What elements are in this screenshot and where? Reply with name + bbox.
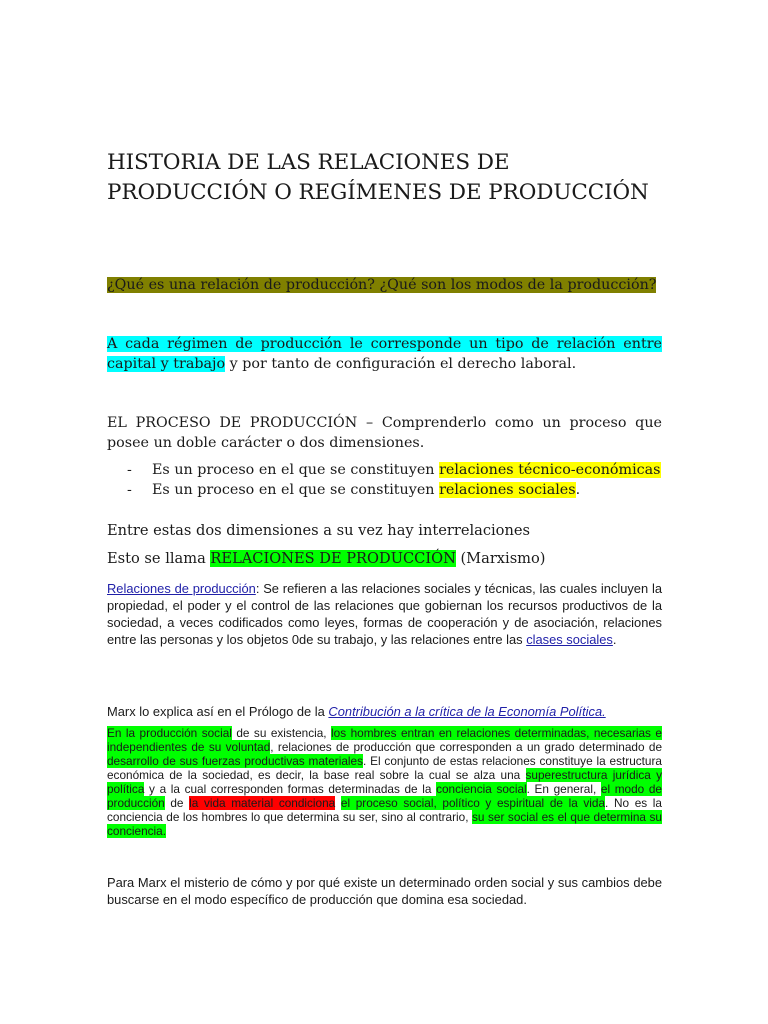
dimensions-list: [107, 460, 662, 500]
contribucion-link[interactable]: Contribución a la crítica de la Economía Política.: [328, 704, 606, 719]
list-item: [107, 460, 662, 480]
relaciones-after: (Marxismo): [455, 550, 546, 567]
quote-segment: . No es la conciencia de los hombres lo que determina su ser, sino al contrario,: [107, 796, 662, 824]
list-item-highlight: relaciones técnico-económicas: [439, 462, 661, 478]
quote-segment: desarrollo de sus fuerzas productivas materiales: [107, 754, 363, 768]
list-item: [107, 480, 662, 500]
definition-end: .: [612, 632, 617, 647]
regimen-highlight: A cada régimen de producción le corresponde un tipo de relación entre capital y trabajo: [107, 336, 662, 372]
relaciones-produccion-link[interactable]: Relaciones de producción: [107, 581, 256, 596]
quote-segment: de: [164, 796, 190, 810]
list-dash: -: [127, 482, 132, 498]
clases-sociales-link[interactable]: clases sociales: [526, 632, 613, 647]
marx-intro: [107, 703, 606, 720]
quote-segment: . En general,: [526, 782, 601, 796]
quote-segment: conciencia social: [436, 782, 527, 796]
definition-paragraph: [107, 580, 662, 648]
quote-segment: los hombres entran en relaciones determinadas, necesarias e independientes de su voluntad: [107, 726, 662, 754]
quote-segment: , relaciones de producción que corresponden a un grado determinado de: [270, 740, 662, 754]
paragraph-relaciones: [107, 549, 546, 569]
quote-segment: de su existencia,: [231, 726, 332, 740]
marx-intro-text: Marx lo explica así en el Prólogo de la: [107, 704, 329, 719]
paragraph-interrelaciones: Entre estas dos dimensiones a su vez hay interrelaciones: [107, 522, 530, 539]
quote-segment: En la producción social: [107, 726, 232, 740]
quote-segment: la vida material condiciona: [189, 796, 336, 810]
marx-quote: [107, 726, 662, 838]
quote-segment: su ser social es el que determina su conciencia.: [107, 810, 662, 838]
list-dash: -: [127, 462, 132, 478]
definition-text: : Se refieren a las relaciones sociales y técnicas, las cuales incluyen la propiedad, el poder y el control de las relaciones que gobiernan los recursos productivos de la sociedad, a veces codificados como leyes, formas de cooperación y de asociación, relaciones entre las personas y los objetos 0de su trabajo, y las relaciones entre las: [107, 581, 662, 647]
paragraph-regimen: [107, 334, 662, 374]
quote-segment: superestructura jurídica y política: [107, 768, 662, 796]
list-item-after: .: [575, 482, 581, 498]
question-line: [107, 275, 667, 295]
quote-segment: el proceso social, político y espiritual de la vida: [340, 796, 606, 810]
relaciones-highlight: RELACIONES DE PRODUCCIÓN: [210, 550, 456, 567]
relaciones-before: Esto se llama: [107, 550, 211, 567]
quote-segment: el modo de producción: [107, 782, 662, 810]
paragraph-proceso: EL PROCESO DE PRODUCCIÓN – Comprenderlo como un proceso que posee un doble carácter o dos dimensiones.: [107, 415, 662, 451]
quote-segment: y a la cual corresponden formas determinadas de la: [144, 782, 437, 796]
question-highlight: ¿Qué es una relación de producción? ¿Qué son los modos de la producción?: [107, 277, 657, 293]
document-title: HISTORIA DE LAS RELACIONES DE PRODUCCIÓN O REGÍMENES DE PRODUCCIÓN: [107, 150, 649, 205]
regimen-rest: y por tanto de configuración el derecho laboral.: [225, 356, 577, 372]
list-item-text: Es un proceso en el que se constituyen: [152, 462, 440, 478]
list-item-text: Es un proceso en el que se constituyen: [152, 482, 440, 498]
quote-segment: . El conjunto de estas relaciones constituye la estructura económica de la sociedad, es decir, la base real sobre la cual se alza una: [107, 754, 662, 782]
list-item-highlight: relaciones sociales: [439, 482, 576, 498]
final-paragraph: Para Marx el misterio de cómo y por qué existe un determinado orden social y sus cambios debe buscarse en el modo específico de producción que domina esa sociedad.: [107, 875, 662, 907]
